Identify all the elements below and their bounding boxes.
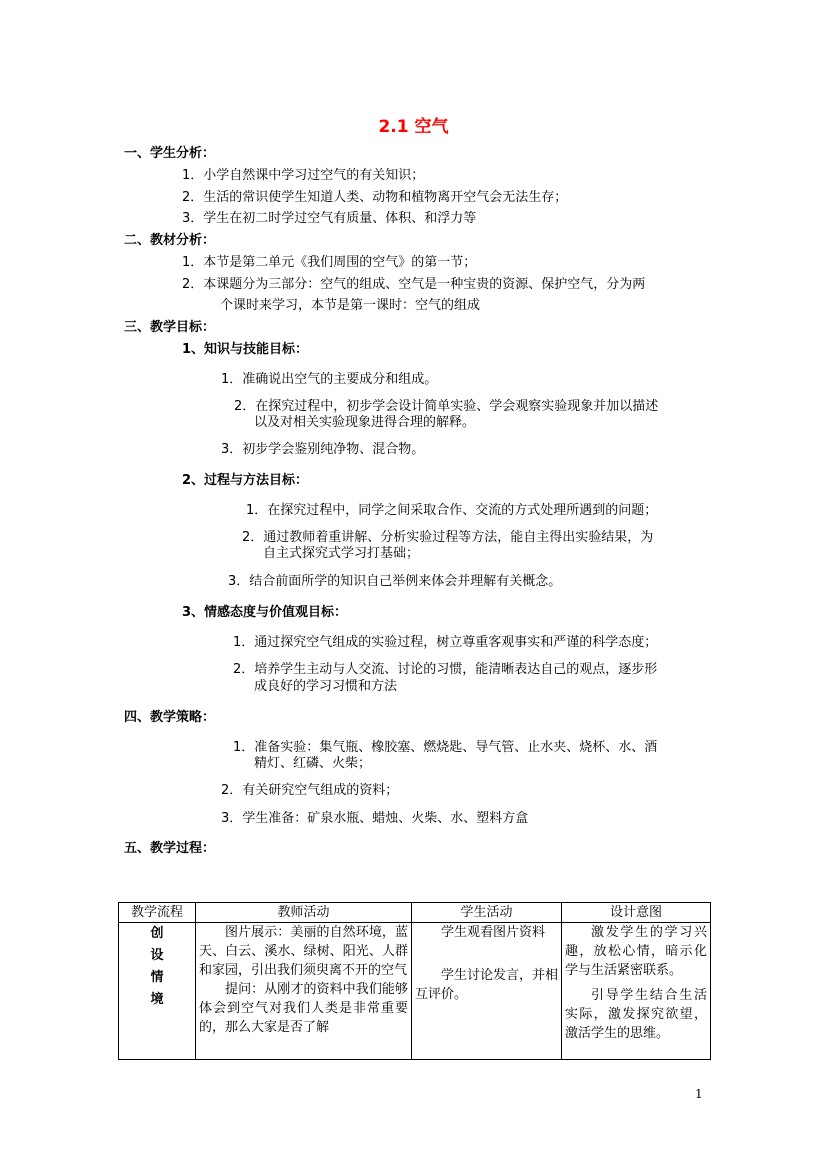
list-item: 1．准备实验：集气瓶、橡胶塞、燃烧匙、导气管、止水夹、烧杯、水、酒 (233, 740, 658, 755)
list-item: 3．学生在初二时学过空气有质量、体积、和浮力等 (182, 211, 477, 226)
teacher-activity-text: 提问：从刚才的资料中我们能够体会到空气对我们人类是非常重要的，那么大家是否了解 (199, 982, 408, 1035)
flow-char: 创 (150, 926, 164, 941)
list-item: 2．培养学生主动与人交流、讨论的习惯，能清晰表达自己的观点，逐步形 (233, 662, 658, 677)
student-activity-text: 学生讨论发言，并相互评价。 (415, 968, 559, 1002)
list-item: 3．初步学会鉴别纯净物、混合物。 (221, 442, 425, 457)
column-header: 设计意图 (562, 903, 711, 923)
student-activity-text: 学生观看图片资料 (441, 925, 546, 940)
list-item: 1．本节是第二单元《我们周围的空气》的第一节； (182, 255, 477, 270)
list-item: 1．小学自然课中学习过空气的有关知识； (182, 168, 425, 183)
section-heading-material-analysis: 二、教材分析： (124, 233, 216, 248)
subheading-emotion-values: 3、情感态度与价值观目标： (182, 605, 348, 620)
section-heading-teaching-strategy: 四、教学策略： (124, 710, 216, 725)
list-item-continuation: 以及对相关实验现象进得合理的解释。 (254, 415, 476, 430)
flow-char: 境 (150, 992, 164, 1007)
list-item: 1．通过探究空气组成的实验过程，树立尊重客观事实和严谨的科学态度； (233, 635, 658, 650)
section-heading-student-analysis: 一、学生分析： (124, 146, 216, 161)
list-item-continuation: 自主式探究式学习打基础； (263, 546, 420, 561)
subheading-knowledge-skills: 1、知识与技能目标： (182, 342, 309, 357)
list-item: 2．在探究过程中，初步学会设计简单实验、学会观察实验现象并加以描述 (234, 399, 659, 414)
column-header: 教学流程 (119, 903, 196, 923)
list-item: 3．学生准备：矿泉水瓶、蜡烛、火柴、水、塑料方盒 (221, 811, 529, 826)
design-intent-text: 引导学生结合生活实际，激发探究欲望，激活学生的思维。 (565, 988, 707, 1041)
list-item: 1．在探究过程中，同学之间采取合作、交流的方式处理所遇到的问题； (246, 503, 658, 518)
section-heading-teaching-goals: 三、教学目标： (124, 320, 216, 335)
list-item: 2．通过教师着重讲解、分析实验过程等方法，能自主得出实验结果，为 (242, 530, 654, 545)
section-heading-teaching-process: 五、教学过程： (124, 841, 216, 856)
list-item: 2．生活的常识使学生知道人类、动物和植物离开空气会无法生存； (182, 190, 568, 205)
column-header: 教师活动 (196, 903, 412, 923)
design-intent-cell (562, 923, 711, 1060)
list-item: 1．准确说出空气的主要成分和组成。 (221, 372, 438, 387)
document-title: 2.1 空气 (378, 117, 449, 137)
subheading-process-methods: 2、过程与方法目标： (182, 473, 309, 488)
page-number: 1 (695, 1087, 703, 1101)
teaching-process-table (118, 902, 711, 1060)
table-row (119, 923, 711, 1060)
list-item-continuation: 个课时来学习，本节是第一课时：空气的组成 (220, 298, 481, 313)
teacher-activity-text: 图片展示：美丽的自然环境，蓝天、白云、溪水、绿树、阳光、人群和家园，引出我们须臾离不开的空气 (199, 925, 408, 978)
flow-char: 设 (150, 948, 164, 963)
flow-char: 情 (150, 970, 164, 985)
teacher-activity-cell (196, 923, 412, 1060)
list-item: 3．结合前面所学的知识自己举例来体会并理解有关概念。 (228, 574, 562, 589)
list-item: 2．有关研究空气组成的资料； (221, 783, 399, 798)
table-header-row (119, 903, 711, 923)
list-item: 2．本课题分为三部分：空气的组成、空气是一种宝贵的资源、保护空气，分为两 (182, 277, 646, 292)
column-header: 学生活动 (412, 903, 562, 923)
flow-cell (119, 923, 196, 1060)
design-intent-text: 激发学生的学习兴趣，放松心情，暗示化学与生活紧密联系。 (565, 925, 707, 978)
list-item-continuation: 精灯、红磷、火柴； (254, 756, 372, 771)
list-item-continuation: 成良好的学习习惯和方法 (254, 679, 398, 694)
student-activity-cell (412, 923, 562, 1060)
